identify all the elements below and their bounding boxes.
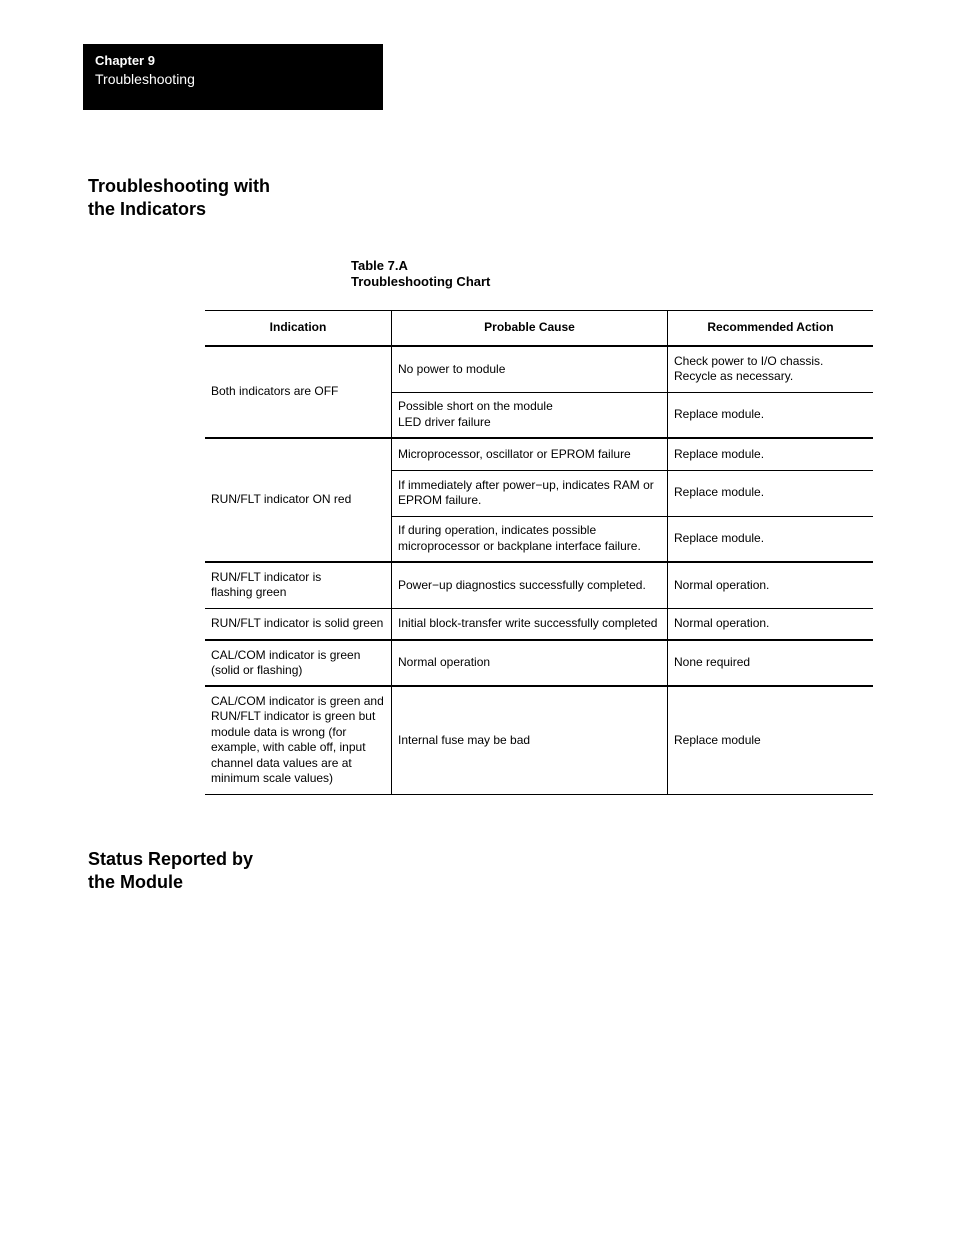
indication-cell bbox=[205, 608, 392, 640]
indication-text: RUN/FLT indicator is solid green bbox=[211, 616, 384, 630]
indication-cell bbox=[205, 438, 392, 562]
cause-cell bbox=[392, 346, 668, 392]
cause-cell bbox=[392, 392, 668, 438]
column-header-cause: Probable Cause bbox=[392, 311, 668, 347]
table-number: Table 7.A bbox=[351, 258, 408, 273]
table-row bbox=[205, 346, 873, 392]
cause-text: microprocessor or backplane interface failure. bbox=[398, 538, 641, 553]
indication-text: flashing green bbox=[211, 585, 287, 600]
action-cell bbox=[668, 470, 874, 516]
indication-cell bbox=[205, 640, 392, 686]
table-row bbox=[205, 686, 873, 794]
action-cell bbox=[668, 392, 874, 438]
action-text: Normal operation. bbox=[674, 577, 770, 592]
table-row bbox=[205, 608, 873, 640]
action-cell bbox=[668, 686, 874, 794]
cause-text: Normal operation bbox=[398, 655, 491, 670]
cause-text: Possible short on the module bbox=[398, 399, 553, 414]
indication-cell bbox=[205, 686, 392, 794]
cause-text: If immediately after power−up, indicates RAM or bbox=[398, 477, 654, 492]
action-cell bbox=[668, 346, 874, 392]
indication-cell bbox=[205, 562, 392, 608]
heading-line: the Indicators bbox=[88, 199, 207, 219]
table-caption bbox=[351, 258, 490, 290]
table-row bbox=[205, 640, 873, 686]
table-row bbox=[205, 438, 873, 470]
cause-text: LED driver failure bbox=[398, 414, 491, 429]
indication-text: RUN/FLT indicator ON red bbox=[211, 492, 352, 507]
indication-text: minimum scale values) bbox=[211, 771, 334, 786]
action-text: Replace module. bbox=[674, 485, 765, 500]
action-text: Replace module. bbox=[674, 407, 765, 421]
indication-text: CAL/COM indicator is green bbox=[211, 647, 361, 662]
action-text: None required bbox=[674, 655, 751, 670]
cause-cell bbox=[392, 562, 668, 608]
action-text: Replace module bbox=[674, 732, 761, 747]
heading-status-reported bbox=[88, 848, 308, 894]
cause-text: If during operation, indicates possible bbox=[398, 523, 597, 538]
heading-troubleshooting-indicators bbox=[88, 175, 308, 221]
cause-cell bbox=[392, 640, 668, 686]
heading-line: Troubleshooting with bbox=[88, 176, 270, 196]
indication-text: RUN/FLT indicator is bbox=[211, 569, 322, 584]
indication-text: RUN/FLT indicator is green but bbox=[211, 709, 376, 724]
table-header-row bbox=[205, 311, 873, 347]
cause-cell bbox=[392, 686, 668, 794]
cause-text: Power−up diagnostics successfully completed. bbox=[398, 577, 646, 592]
indication-text: Both indicators are OFF bbox=[211, 384, 339, 399]
indication-text: example, with cable off, input bbox=[211, 740, 366, 755]
action-text: Check power to I/O chassis. bbox=[674, 353, 824, 368]
cause-cell bbox=[392, 470, 668, 516]
column-header-indication: Indication bbox=[205, 311, 392, 347]
chapter-title: Troubleshooting bbox=[95, 71, 195, 87]
indication-text: module data is wrong (for bbox=[211, 724, 347, 739]
indication-text: (solid or flashing) bbox=[211, 663, 303, 677]
heading-line: Status Reported by bbox=[88, 849, 254, 869]
action-text: Replace module. bbox=[674, 531, 765, 545]
indication-cell bbox=[205, 346, 392, 438]
action-cell bbox=[668, 516, 874, 562]
indication-text: CAL/COM indicator is green and bbox=[211, 693, 384, 708]
cause-cell bbox=[392, 438, 668, 470]
table-body bbox=[205, 346, 873, 794]
action-cell bbox=[668, 562, 874, 608]
chapter-number: Chapter 9 bbox=[95, 53, 155, 68]
table-row bbox=[205, 562, 873, 608]
column-header-action: Recommended Action bbox=[668, 311, 874, 347]
heading-line: the Module bbox=[88, 872, 183, 892]
cause-text: Microprocessor, oscillator or EPROM failure bbox=[398, 446, 631, 461]
cause-text: No power to module bbox=[398, 361, 506, 376]
troubleshooting-table bbox=[205, 310, 873, 795]
chapter-header bbox=[83, 44, 383, 110]
indication-text: channel data values are at bbox=[211, 755, 352, 770]
action-cell bbox=[668, 438, 874, 470]
cause-text: EPROM failure. bbox=[398, 493, 482, 507]
cause-cell bbox=[392, 516, 668, 562]
table-title: Troubleshooting Chart bbox=[351, 274, 491, 289]
action-text: Replace module. bbox=[674, 446, 765, 461]
action-text: Normal operation. bbox=[674, 616, 770, 630]
action-text: Recycle as necessary. bbox=[674, 369, 794, 384]
cause-text: Initial block-transfer write successfully completed bbox=[398, 616, 658, 630]
action-cell bbox=[668, 608, 874, 640]
action-cell bbox=[668, 640, 874, 686]
cause-text: Internal fuse may be bad bbox=[398, 732, 531, 747]
cause-cell bbox=[392, 608, 668, 640]
